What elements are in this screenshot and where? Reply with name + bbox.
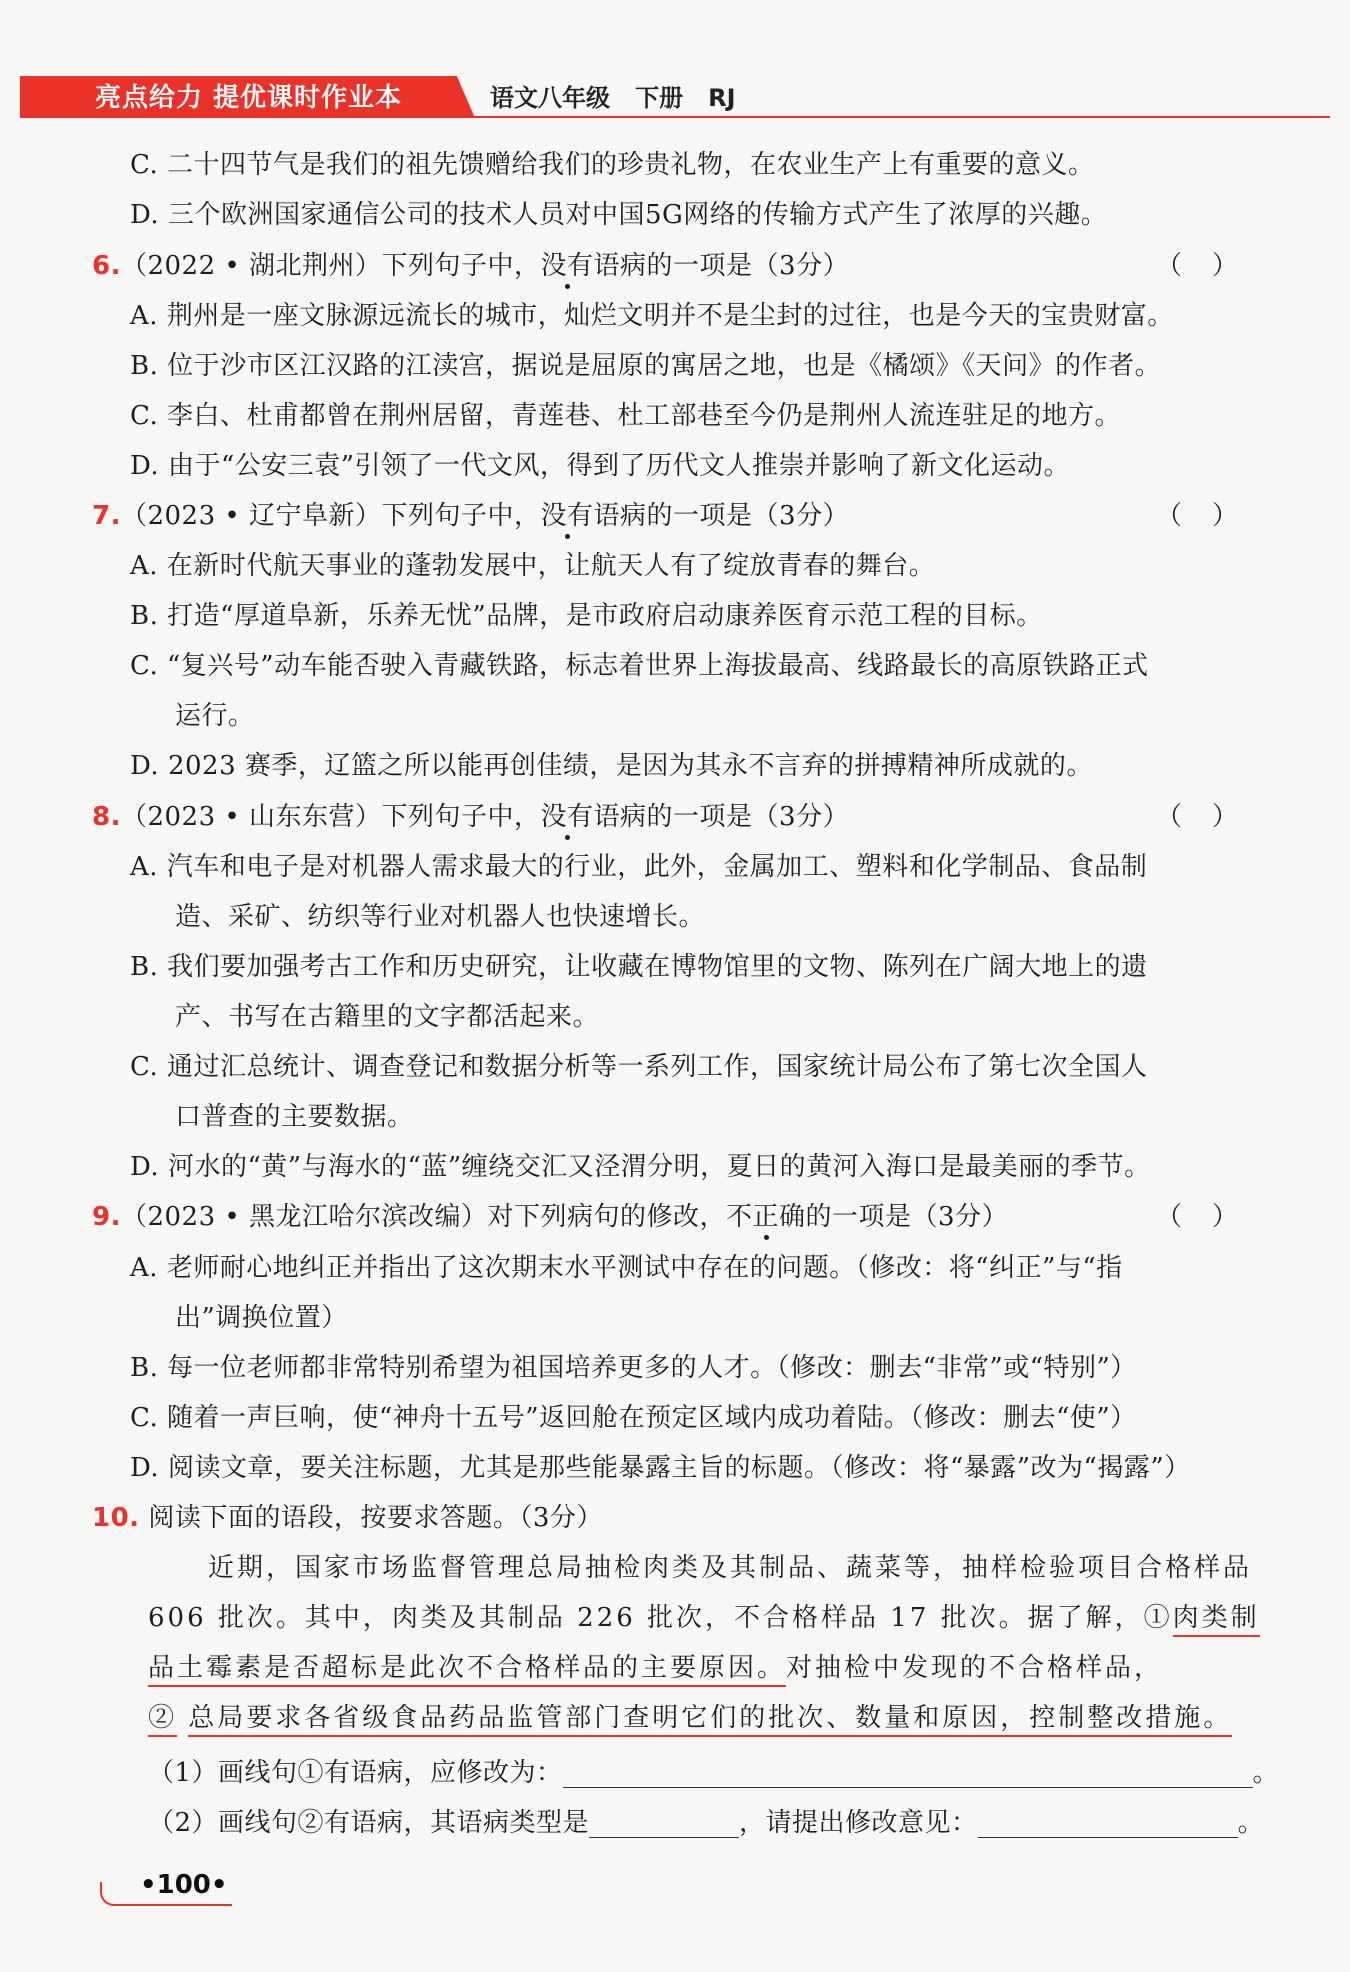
underlined-sentence-2: 总局要求各省级食品药品监管部门查明它们的批次、数量和原因，控制整改措施。 — [188, 1703, 1232, 1737]
q6-stem-pre: （2022 • 湖北荆州）下列句子中， — [120, 251, 541, 281]
q9-stem-pre: （2023 • 黑龙江哈尔滨改编）对下列病句的修改， — [120, 1202, 727, 1232]
q9-answer-paren[interactable]: （） — [1155, 1202, 1268, 1232]
passage-line-3-text: 对抽检中发现的不合格样品， — [786, 1653, 1164, 1683]
underlined-sentence-1-start: 肉类制 — [1173, 1603, 1260, 1637]
q5-option-c: C. 二十四节气是我们的祖先馈赠给我们的珍贵礼物，在农业生产上有重要的意义。 — [130, 150, 1095, 180]
header-subtitle: 语文八年级 下册 RJ — [490, 84, 736, 112]
q10-sub2-period: 。 — [1237, 1808, 1265, 1838]
q6-stem-post: 语病的一项是（3分） — [593, 251, 850, 281]
q6-option-d: D. 由于“公安三袁”引领了一代文风，得到了历代文人推崇并影响了新文化运动。 — [130, 451, 1071, 481]
q8-stem-pre: （2023 • 山东东营）下列句子中， — [120, 802, 541, 832]
q8-option-a: A. 汽车和电子是对机器人需求最大的行业，此外，金属加工、塑料和化学制品、食品制 — [130, 852, 1148, 882]
q6-emphasis: 没有 — [540, 251, 594, 281]
q7-stem — [92, 499, 849, 533]
q8-stem-post: 语病的一项是（3分） — [593, 802, 850, 832]
q7-stem-post: 语病的一项是（3分） — [593, 501, 850, 531]
q10-stem — [92, 1501, 603, 1535]
q9-option-a: A. 老师耐心地纠正并指出了这次期末水平测试中存在的问题。（修改：将“纠正”与“指 — [130, 1253, 1123, 1283]
header-brand: 亮点给力 提优课时作业本 — [95, 83, 403, 113]
q10-sub2-answer-blank[interactable] — [978, 1811, 1238, 1838]
passage-line-2 — [148, 1601, 1268, 1635]
q8-answer-paren[interactable]: （） — [1155, 802, 1268, 832]
q10-sub1 — [148, 1756, 1279, 1790]
q8-emphasis: 没有 — [540, 802, 594, 832]
question-number: 6. — [92, 251, 121, 281]
q8-option-a-cont: 造、采矿、纺织等行业对机器人也快速增长。 — [175, 902, 706, 932]
passage-line-1: 近期，国家市场监督管理总局抽检肉类及其制品、蔬菜等，抽样检验项目合格样品 — [208, 1553, 1253, 1583]
q7-option-d: D. 2023 赛季，辽篮之所以能再创佳绩，是因为其永不言弃的拼搏精神所成就的。 — [130, 751, 1093, 781]
q6-option-c: C. 李白、杜甫都曾在荆州居留，青莲巷、杜工部巷至今仍是荆州人流连驻足的地方。 — [130, 401, 1121, 431]
q8-option-b-cont: 产、书写在古籍里的文字都活起来。 — [175, 1002, 600, 1032]
q10-sub1-prompt: （1）画线句①有语病，应修改为： — [148, 1758, 563, 1788]
header-rule — [470, 116, 1330, 118]
q6-option-b: B. 位于沙市区江汉路的江渎宫，据说是屈原的寓居之地，也是《橘颂》《天问》的作者。 — [130, 351, 1162, 381]
q8-option-d: D. 河水的“黄”与海水的“蓝”缠绕交汇又泾渭分明，夏日的黄河入海口是最美丽的季节。 — [130, 1152, 1151, 1182]
q9-option-d: D. 阅读文章，要关注标题，尤其是那些能暴露主旨的标题。（修改：将“暴露”改为“揭露”） — [130, 1453, 1191, 1483]
q7-option-c-cont: 运行。 — [175, 701, 255, 731]
q6-answer-paren[interactable]: （） — [1155, 251, 1268, 281]
q10-stem-text: 阅读下面的语段，按要求答题。（3分） — [148, 1503, 603, 1533]
q8-stem — [92, 800, 849, 834]
q9-emphasis: 不正确 — [726, 1202, 806, 1232]
q6-stem — [92, 249, 849, 283]
question-number: 9. — [92, 1202, 121, 1232]
q7-option-b: B. 打造“厚道阜新，乐养无忧”品牌，是市政府启动康养医育示范工程的目标。 — [130, 601, 1043, 631]
q10-sub2 — [148, 1806, 1264, 1840]
q6-option-a: A. 荆州是一座文脉源远流长的城市，灿烂文明并不是尘封的过往，也是今天的宝贵财富。 — [130, 301, 1174, 331]
q8-option-b: B. 我们要加强考古工作和历史研究，让收藏在博物馆里的文物、陈列在广阔大地上的遗 — [130, 952, 1148, 982]
q7-stem-pre: （2023 • 辽宁阜新）下列句子中， — [120, 501, 541, 531]
q8-option-c: C. 通过汇总统计、调查登记和数据分析等一系列工作，国家统计局公布了第七次全国人 — [130, 1052, 1148, 1082]
q10-sub1-answer-blank[interactable] — [563, 1761, 1253, 1788]
q10-sub2-prompt: （2）画线句②有语病，其语病类型是 — [148, 1808, 590, 1838]
q7-answer-paren[interactable]: （） — [1155, 501, 1268, 531]
q5-option-d: D. 三个欧洲国家通信公司的技术人员对中国5G网络的传输方式产生了浓厚的兴趣。 — [130, 200, 1108, 230]
q8-option-c-cont: 口普查的主要数据。 — [175, 1102, 414, 1132]
underlined-sentence-1-end: 品土霉素是否超标是此次不合格样品的主要原因。 — [148, 1653, 786, 1687]
passage-line-2-text: 606 批次。其中，肉类及其制品 226 批次，不合格样品 17 批次。据了解，① — [148, 1603, 1173, 1633]
q9-stem — [92, 1200, 1008, 1234]
q7-option-c: C. “复兴号”动车能否驶入青藏铁路，标志着世界上海拔最高、线路最长的高原铁路正式 — [130, 651, 1149, 681]
q10-sub1-period: 。 — [1252, 1758, 1280, 1788]
page-number: •100• — [140, 1870, 228, 1900]
question-number: 10. — [92, 1503, 140, 1533]
footer-ornament — [100, 1882, 124, 1906]
passage-line-3 — [148, 1651, 1268, 1685]
question-number: 8. — [92, 802, 121, 832]
q7-option-a: A. 在新时代航天事业的蓬勃发展中，让航天人有了绽放青春的舞台。 — [130, 551, 936, 581]
q10-sub2-type-blank[interactable] — [589, 1811, 739, 1838]
q10-sub2-prompt-2: ，请提出修改意见： — [739, 1808, 978, 1838]
q9-option-b: B. 每一位老师都非常特别希望为祖国培养更多的人才。（修改：删去“非常”或“特别”） — [130, 1353, 1137, 1383]
q9-option-c: C. 随着一声巨响，使“神舟十五号”返回舱在预定区域内成功着陆。（修改：删去“使”） — [130, 1403, 1137, 1433]
passage-line-4 — [148, 1701, 1268, 1735]
footer-rule — [112, 1904, 232, 1906]
question-number: 7. — [92, 501, 121, 531]
q7-emphasis: 没有 — [540, 501, 594, 531]
underlined-sentence-2-marker: ② — [148, 1703, 177, 1737]
q9-option-a-cont: 出”调换位置） — [175, 1303, 348, 1333]
q9-stem-post: 的一项是（3分） — [805, 1202, 1009, 1232]
